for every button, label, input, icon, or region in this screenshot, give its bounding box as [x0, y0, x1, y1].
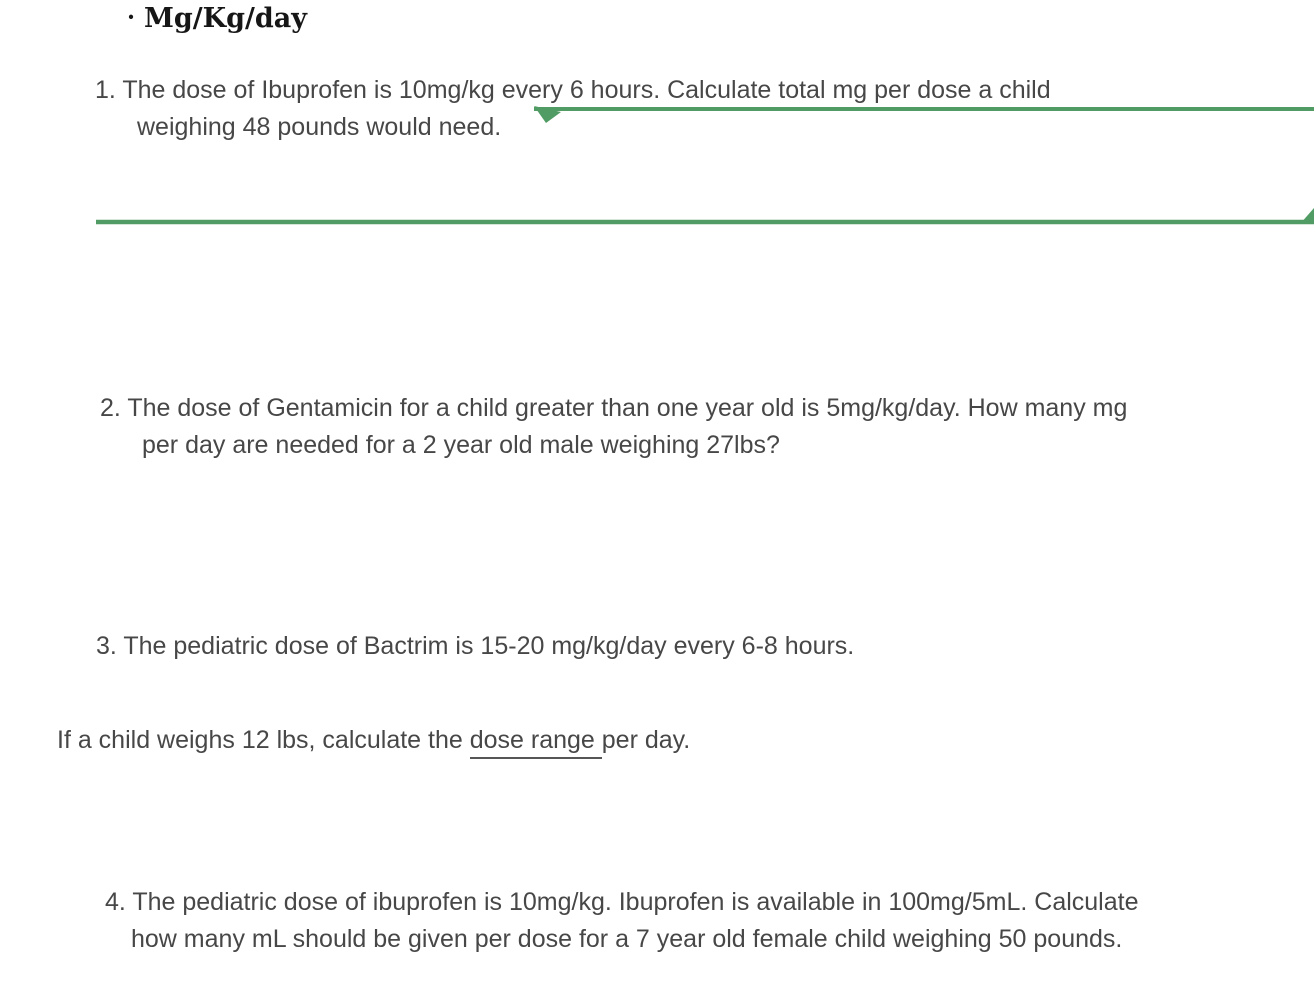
- question-2-line-2: per day are needed for a 2 year old male weighing 27lbs?: [142, 431, 780, 459]
- question-2-line-1: 2. The dose of Gentamicin for a child greater than one year old is 5mg/kg/day. How many mg: [100, 394, 1128, 422]
- answer-box-bottom-right-snip-corner: [1300, 208, 1314, 224]
- question-3-line-1: 3. The pediatric dose of Bactrim is 15-20 mg/kg/day every 6-8 hours.: [96, 632, 855, 660]
- question-2: [100, 390, 1127, 464]
- bullet-icon: ·: [127, 4, 136, 31]
- followup-suffix: per day.: [601, 726, 691, 754]
- page-title: [127, 1, 307, 36]
- question-3-followup: [57, 722, 690, 759]
- question-4-line-1: 4. The pediatric dose of ibuprofen is 10mg/kg. Ibuprofen is available in 100mg/5mL. Calculate: [105, 888, 1139, 916]
- followup-prefix: If a child weighs 12 lbs, calculate the: [57, 726, 470, 754]
- question-1-line-1: 1. The dose of Ibuprofen is 10mg/kg every 6 hours. Calculate total mg per dose a child: [95, 76, 1051, 104]
- question-4: [105, 884, 1138, 958]
- question-3: [96, 628, 854, 665]
- page-title-text: Mg/Kg/day: [144, 3, 307, 34]
- question-4-line-2: how many mL should be given per dose for a 7 year old female child weighing 50 pounds.: [131, 925, 1123, 953]
- question-1-line-2: weighing 48 pounds would need.: [137, 113, 502, 141]
- followup-underlined-term: dose range: [470, 726, 602, 759]
- question-1: [95, 72, 1051, 146]
